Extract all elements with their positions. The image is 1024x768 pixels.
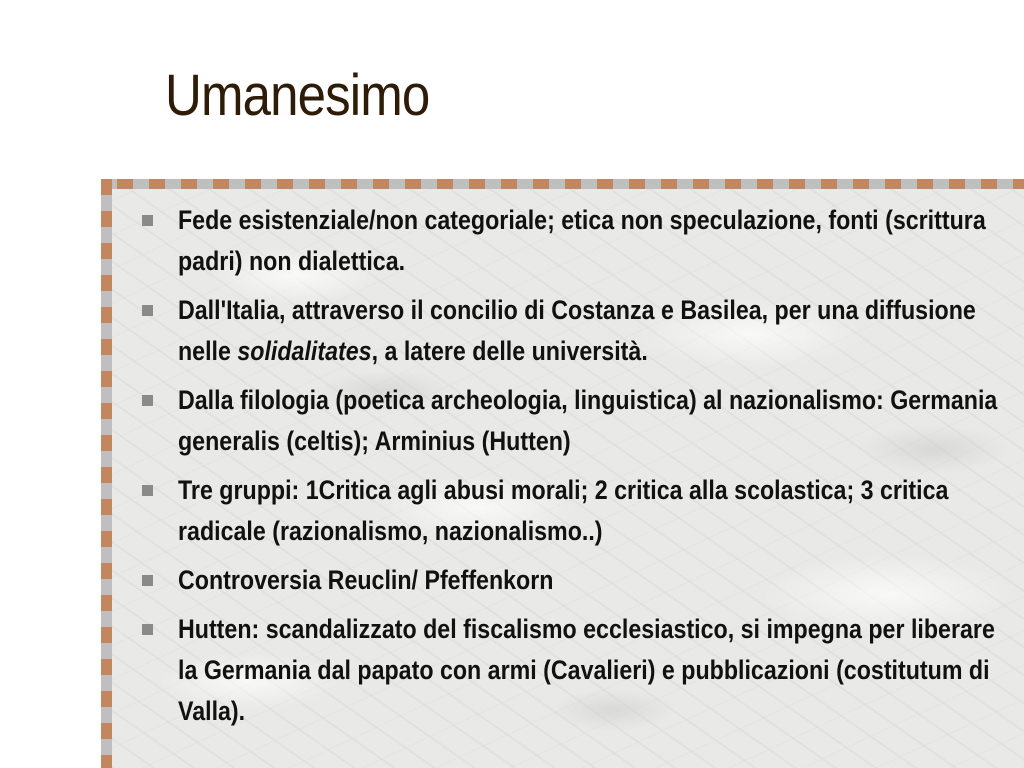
bullet-text-part: Controversia Reuclin/ Pfeffenkorn — [178, 565, 554, 595]
slide-title: Umanesimo — [165, 63, 430, 128]
marble-panel-frame-left — [101, 179, 112, 768]
bullet-text-part: Fede esistenziale/non categoriale; etica non speculazione, fonti (scrittura padri) non dialettica. — [178, 205, 986, 276]
bullet-text — [178, 290, 1008, 372]
list-item — [140, 609, 1010, 732]
square-bullet-icon — [142, 395, 153, 406]
bullet-text — [178, 609, 1008, 732]
bullet-text-part: , a latere delle università. — [371, 336, 648, 366]
list-item — [140, 380, 1010, 462]
square-bullet-icon — [142, 485, 153, 496]
bullet-text-italic: solidalitates — [237, 336, 372, 366]
square-bullet-icon — [142, 305, 153, 316]
square-bullet-icon — [142, 215, 153, 226]
bullet-text-part: Dall'Italia, attraverso il concilio di Costanza e Basilea, per una diffusione nelle — [178, 295, 976, 366]
list-item — [140, 290, 1010, 372]
square-bullet-icon — [142, 575, 153, 586]
bullet-text — [178, 200, 1008, 282]
bullet-list — [140, 200, 1010, 740]
bullet-text — [178, 380, 1008, 462]
list-item — [140, 200, 1010, 282]
square-bullet-icon — [142, 624, 153, 635]
list-item — [140, 560, 1010, 601]
list-item — [140, 470, 1010, 552]
bullet-text-part: Dalla filologia (poetica archeologia, linguistica) al nazionalismo: Germania generalis (celtis); Arminius (Hutten) — [178, 385, 998, 456]
bullet-text-part: Tre gruppi: 1Critica agli abusi morali; 2 critica alla scolastica; 3 critica radicale (razionalismo, nazionalismo..) — [178, 475, 949, 546]
bullet-text — [178, 470, 1008, 552]
bullet-text-part: Hutten: scandalizzato del fiscalismo ecclesiastico, si impegna per liberare la Germania dal papato con armi (Cavalieri) e pubblicazioni (costitutum di Valla). — [178, 614, 995, 726]
bullet-text — [178, 560, 1008, 601]
